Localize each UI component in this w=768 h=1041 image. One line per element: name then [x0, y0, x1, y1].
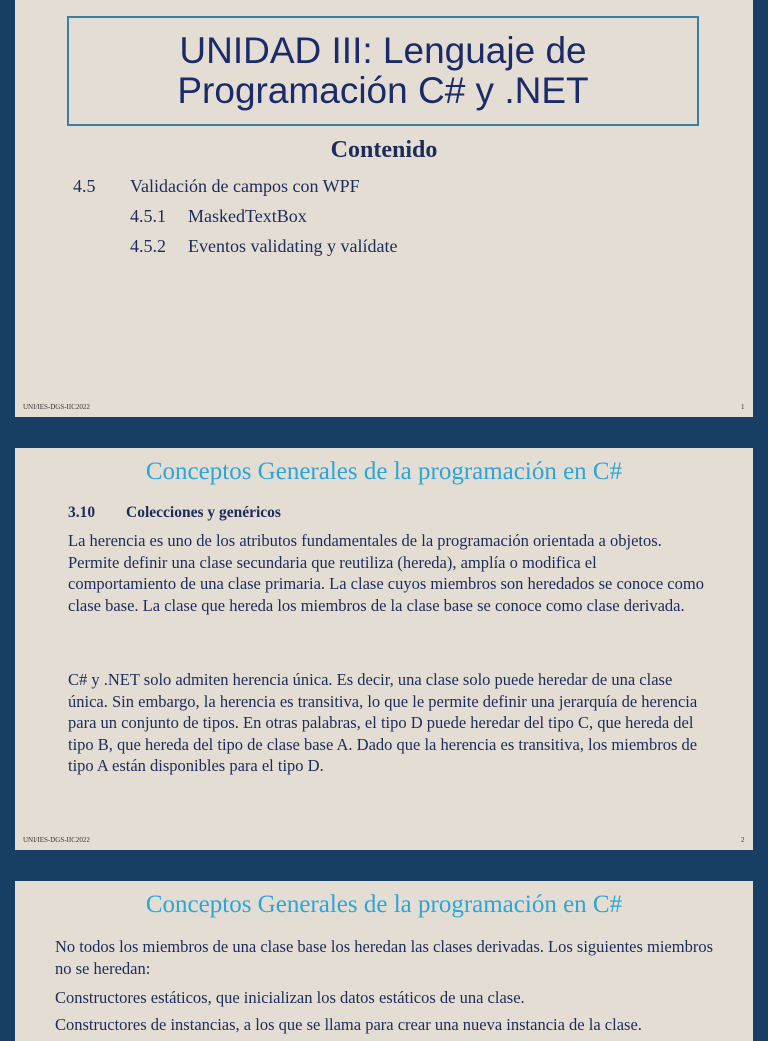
paragraph: Constructores estáticos, que inicializan los datos estáticos de una clase.	[55, 988, 525, 1007]
section-heading	[68, 504, 281, 522]
slide-heading: Conceptos Generales de la programación en C#	[145, 891, 623, 918]
slide-page-number: 1	[741, 403, 745, 411]
slide-2	[15, 448, 753, 850]
paragraph: Constructores de instancias, a los que se llama para crear una nueva instancia de la clase.	[55, 1015, 642, 1034]
slide-title-line-1: UNIDAD III: Lenguaje de	[179, 30, 587, 71]
slide-heading: Conceptos Generales de la programación en C#	[145, 458, 623, 485]
paragraph: C# y .NET solo admiten herencia única. Es decir, una clase solo puede heredar de una clase única. Sin embargo, la herencia es transitiva, lo que le permite definir una jerarquía de herencia para un conjunto de tipos. En otras palabras, el tipo D puede heredar del tipo C, que hereda del tipo B, que hereda del tipo de clase base A. Dado que la herencia es transitiva, los miembros de tipo A están disponibles para el tipo D.	[68, 670, 698, 775]
paragraph: No todos los miembros de una clase base los heredan las clases derivadas. Los siguientes miembros no se heredan:	[55, 937, 714, 978]
contents-heading: Contenido	[330, 137, 438, 163]
toc-item-text: MaskedTextBox	[188, 206, 307, 226]
slide-footer: UNI/IES-DGS-IIC2022	[23, 403, 90, 411]
toc-item-text: Validación de campos con WPF	[130, 176, 360, 196]
toc-item-number: 4.5	[73, 176, 96, 196]
slide-title-line-2: Programación C# y .NET	[177, 70, 589, 111]
slide-footer: UNI/IES-DGS-IIC2022	[23, 836, 90, 844]
slide-1	[15, 0, 753, 417]
paragraph: La herencia es uno de los atributos fundamentales de la programación orientada a objetos. Permite definir una clase secundaria que reutiliza (hereda), amplía o modifica el comportamiento de una clase primaria. La clase cuyos miembros son heredados se conoce como clase base. La clase que hereda los miembros de la clase base se conoce como clase derivada.	[68, 531, 704, 615]
toc-item-text: Eventos validating y valídate	[188, 236, 398, 256]
slide-title-box	[67, 16, 699, 126]
slide-3	[15, 881, 753, 1041]
section-number: 3.10	[68, 504, 96, 521]
toc-item-number: 4.5.2	[130, 236, 166, 256]
toc-item-number: 4.5.1	[130, 206, 166, 226]
section-title: Colecciones y genéricos	[126, 504, 281, 521]
slide-page-number: 2	[741, 836, 745, 844]
